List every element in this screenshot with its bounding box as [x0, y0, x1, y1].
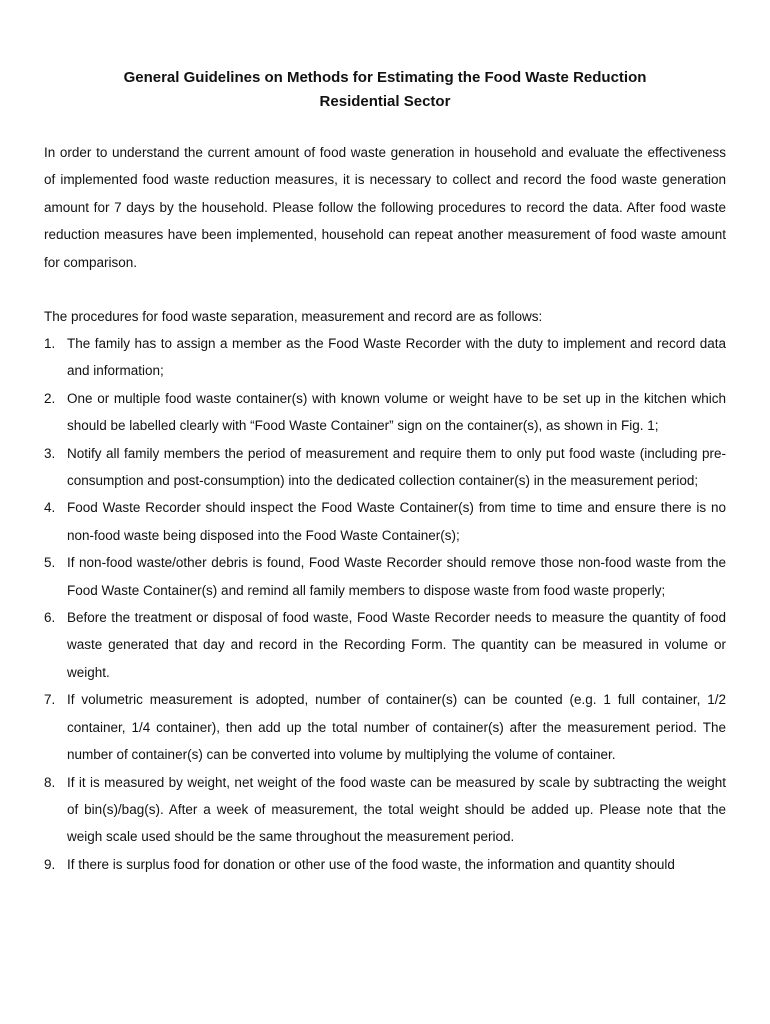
procedure-step-2 [44, 385, 726, 440]
procedures-lead: The procedures for food waste separation, measurement and record are as follows: [44, 309, 543, 324]
step-number: 4. [44, 500, 56, 516]
step-text: Food Waste Recorder should inspect the Food Waste Container(s) from time to time and ensure there is no non-food waste being disposed into the Food Waste Container(s); [67, 500, 726, 543]
procedure-step-1 [44, 330, 726, 385]
step-number: 3. [44, 445, 56, 461]
step-number: 5. [44, 555, 56, 571]
step-text: If it is measured by weight, net weight of the food waste can be measured by scale by subtracting the weight of bin(s)/bag(s). After a week of measurement, the total weight should be added up. Please note that the weigh scale used should be the same throughout the measurement period. [67, 774, 726, 845]
step-text: Notify all family members the period of measurement and require them to only put food waste (including pre-consumption and post-consumption) into the dedicated collection container(s) in the measurement period; [67, 445, 726, 489]
step-text: The family has to assign a member as the Food Waste Recorder with the duty to implement and record data and information; [67, 336, 726, 379]
procedure-step-4 [44, 494, 726, 549]
procedure-step-8 [44, 769, 726, 851]
step-text: If volumetric measurement is adopted, number of container(s) can be counted (e.g. 1 full container, 1/2 container, 1/4 container), then add up the total number of container(s) after the measurement period. The number of container(s) can be converted into volume by multiplying the volume of container. [67, 692, 726, 763]
document-title-line-2: Residential Sector [319, 93, 451, 110]
step-number: 9. [44, 856, 56, 872]
intro-paragraph: In order to understand the current amount of food waste generation in household and evaluate the effectiveness of implemented food waste reduction measures, it is necessary to collect and record the food waste generation amount for 7 days by the household. Please follow the following procedures to record the data. After food waste reduction measures have been implemented, household can repeat another measurement of food waste amount for comparison. [44, 145, 726, 270]
step-number: 6. [44, 610, 56, 626]
procedure-step-9 [44, 851, 726, 878]
step-text: If there is surplus food for donation or other use of the food waste, the information and quantity should [67, 856, 675, 872]
procedure-list [44, 330, 726, 878]
step-number: 7. [44, 692, 56, 708]
step-number: 8. [44, 774, 56, 790]
step-text: One or multiple food waste container(s) with known volume or weight have to be set up in the kitchen which should be labelled clearly with “Food Waste Container” sign on the container(s), as shown in Fig. 1; [67, 390, 726, 434]
step-number: 1. [44, 336, 56, 351]
document-title-line-1: General Guidelines on Methods for Estimating the Food Waste Reduction [123, 69, 647, 86]
procedure-step-7 [44, 686, 726, 768]
step-text: If non-food waste/other debris is found, Food Waste Recorder should remove those non-food waste from the Food Waste Container(s) and remind all family members to dispose waste from food waste properly; [67, 555, 726, 598]
procedure-step-5 [44, 549, 726, 604]
step-number: 2. [44, 390, 56, 406]
step-text: Before the treatment or disposal of food waste, Food Waste Recorder needs to measure the quantity of food waste generated that day and record in the Recording Form. The quantity can be measured in volume or weight. [67, 610, 726, 680]
procedure-step-3 [44, 440, 726, 495]
procedure-step-6 [44, 604, 726, 686]
